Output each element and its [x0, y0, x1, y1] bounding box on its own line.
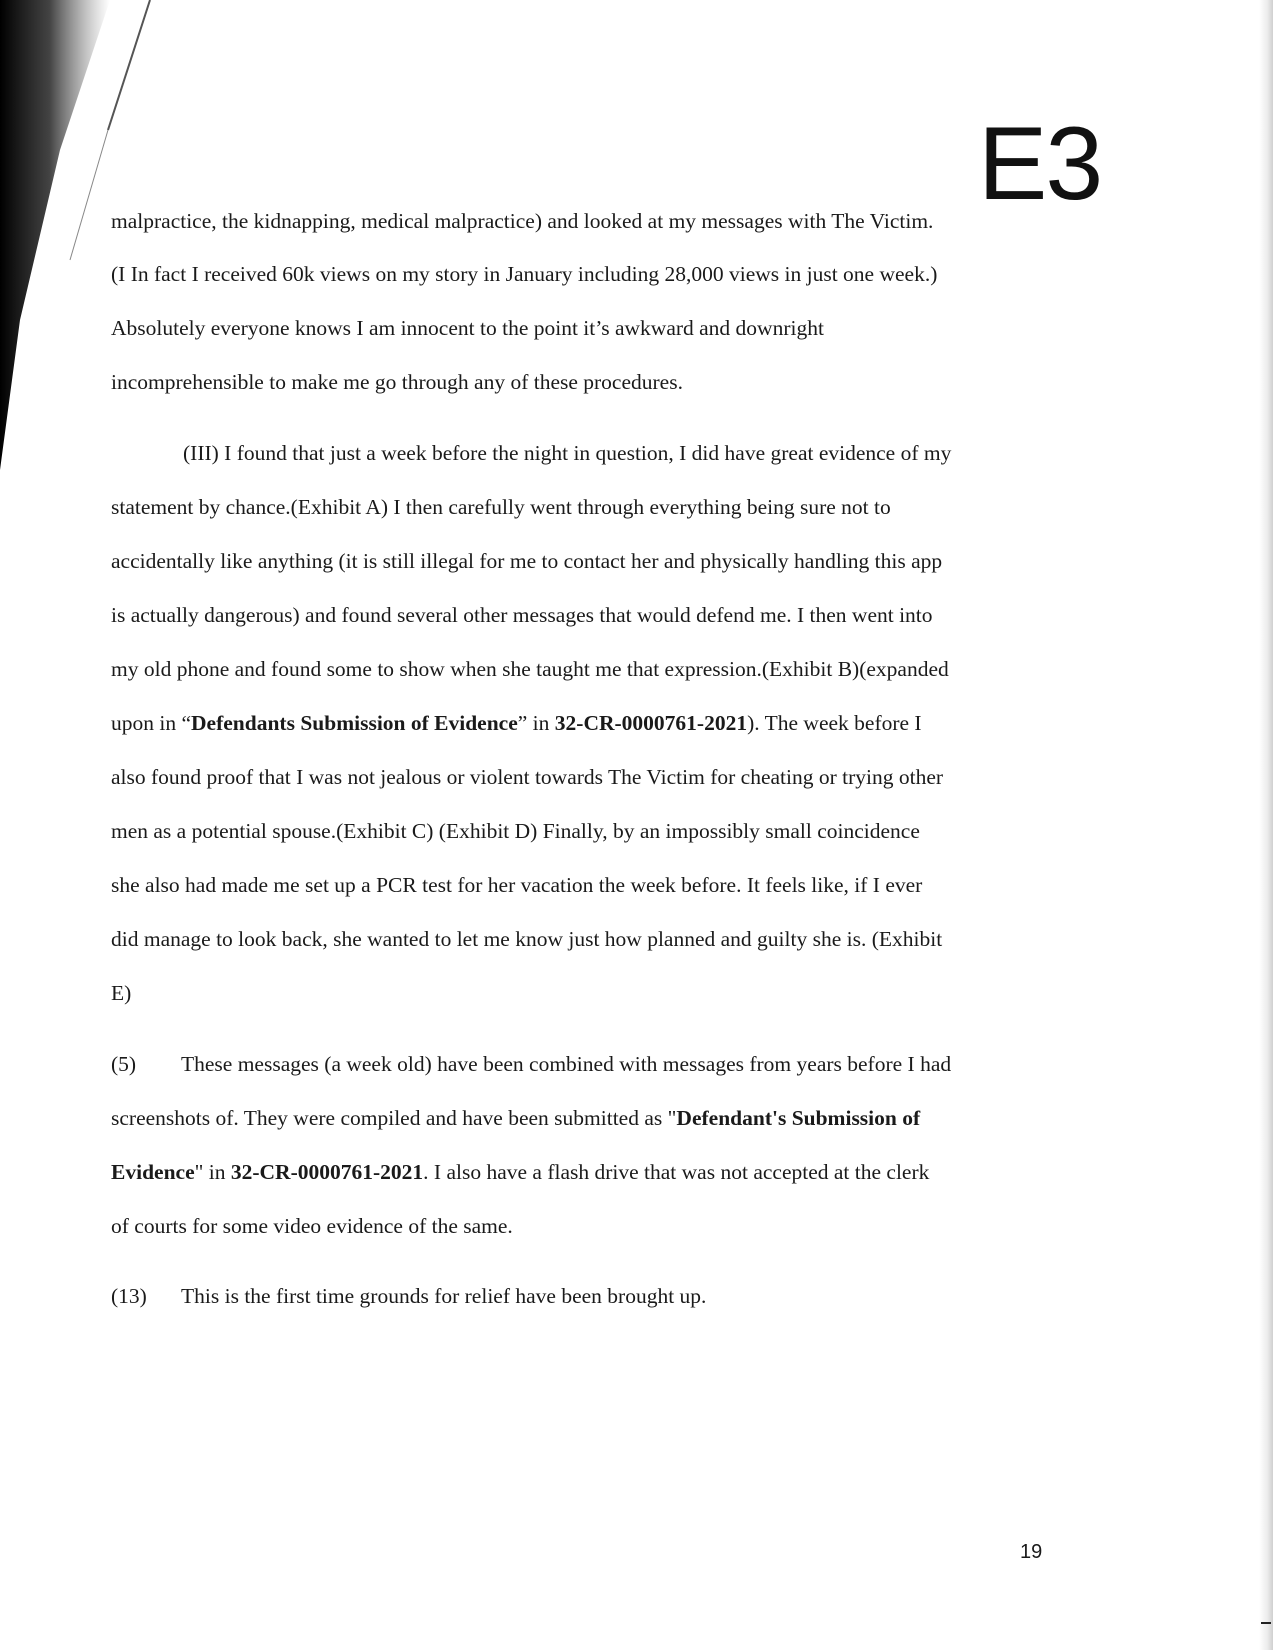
document-title-reference: Defendants Submission of Evidence [191, 711, 518, 735]
text-segment: " in [194, 1160, 231, 1184]
scan-mark [1261, 1622, 1271, 1624]
page-number: 19 [1020, 1541, 1043, 1563]
exhibit-stamp: E3 [978, 106, 1102, 222]
text-line [111, 1162, 929, 1184]
text-line: E) [111, 981, 132, 1005]
text-segment: screenshots of. They were compiled and have been submitted as " [111, 1106, 677, 1130]
paragraph-number: (13) [111, 1284, 147, 1308]
text-line: men as a potential spouse.(Exhibit C) (Exhibit D) Finally, by an impossibly small coincidence [111, 819, 920, 843]
text-segment: This is the first time grounds for relief have been brought up. [181, 1284, 707, 1308]
text-line: she also had made me set up a PCR test for her vacation the week before. It feels like, if I ever [111, 873, 923, 897]
text-segment: ” in [517, 711, 555, 735]
text-segment: . I also have a flash drive that was not accepted at the clerk [423, 1160, 930, 1184]
text-line: malpractice, the kidnapping, medical malpractice) and looked at my messages with The Victim. [111, 209, 934, 233]
scan-shadow [0, 0, 160, 470]
case-number: 32-CR-0000761-2021 [554, 711, 748, 735]
paragraph-5-start [111, 1054, 951, 1076]
paragraph-number: (5) [111, 1052, 137, 1076]
document-title-reference: Defendant's Submission of [676, 1106, 921, 1130]
text-segment: ). The week before I [747, 711, 922, 735]
text-segment: upon in “ [111, 711, 192, 735]
text-line: Absolutely everyone knows I am innocent to the point it’s awkward and downright [111, 316, 824, 340]
text-line: also found proof that I was not jealous or violent towards The Victim for cheating or trying other [111, 765, 944, 789]
text-line: statement by chance.(Exhibit A) I then carefully went through everything being sure not to [111, 495, 891, 519]
text-line: did manage to look back, she wanted to let me know just how planned and guilty she is. (Exhibit [111, 927, 943, 951]
text-line: incomprehensible to make me go through any of these procedures. [111, 370, 683, 394]
text-line: (I In fact I received 60k views on my story in January including 28,000 views in just one week.) [111, 262, 938, 286]
text-line: is actually dangerous) and found several other messages that would defend me. I then went into [111, 603, 933, 627]
text-line [111, 713, 922, 735]
document-title-reference: Evidence [111, 1160, 195, 1184]
text-line [111, 1108, 920, 1130]
paragraph-iii-start: (III) I found that just a week before the night in question, I did have great evidence of my [183, 441, 952, 465]
case-number: 32-CR-0000761-2021 [230, 1160, 424, 1184]
scan-edge [1259, 0, 1273, 1650]
text-line: my old phone and found some to show when she taught me that expression.(Exhibit B)(expanded [111, 657, 949, 681]
text-line: accidentally like anything (it is still illegal for me to contact her and physically handling this app [111, 549, 943, 573]
text-segment: These messages (a week old) have been combined with messages from years before I had [181, 1052, 952, 1076]
text-line: of courts for some video evidence of the same. [111, 1214, 513, 1238]
paragraph-13 [111, 1286, 706, 1308]
